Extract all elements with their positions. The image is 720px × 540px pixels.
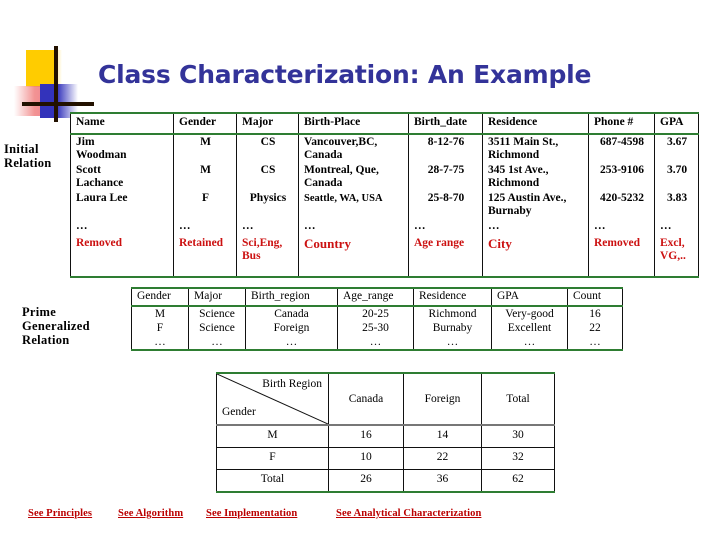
cell-residence: Richmond — [414, 306, 492, 321]
cell-gpa: 3.67 — [655, 134, 699, 163]
initial-relation-caption-line1: Initial — [4, 142, 39, 156]
cell-major: CS — [237, 134, 299, 163]
logo-vertical-bar — [54, 46, 58, 122]
cell-major: … — [237, 219, 299, 234]
cell-gender: M — [174, 134, 237, 163]
cell-major: Science — [189, 306, 246, 321]
column-header-birth-date: Birth_date — [409, 113, 483, 134]
page-title: Class Characterization: An Example — [98, 60, 592, 89]
column-header-count: Count — [568, 288, 623, 306]
cell-major: Physics — [237, 191, 299, 219]
column-header-residence: Residence — [414, 288, 492, 306]
cell-birth-place-line1: Montreal, Que, — [304, 164, 379, 176]
crosstab-cell-total-canada: 26 — [329, 470, 404, 493]
cell-residence — [483, 163, 589, 191]
column-header-major: Major — [189, 288, 246, 306]
crosstab-column-header-total: Total — [482, 373, 555, 425]
table-header-row — [71, 113, 699, 134]
annotation-gpa-line2: VG,.. — [660, 250, 686, 262]
link-see-implementation[interactable]: See Implementation — [206, 508, 298, 519]
crosstab-corner-cell — [217, 373, 329, 425]
cell-birth-place — [299, 134, 409, 163]
cell-name-line2: Woodman — [76, 149, 127, 161]
column-header-gpa: GPA — [655, 113, 699, 134]
cell-major: CS — [237, 163, 299, 191]
annotation-gender: Retained — [174, 234, 237, 264]
annotation-major-line1: Sci,Eng, — [242, 237, 283, 249]
column-header-gender: Gender — [132, 288, 189, 306]
crosstab-cell-total-total: 62 — [482, 470, 555, 493]
spacer-cell — [299, 264, 409, 277]
cell-gender: M — [132, 306, 189, 321]
annotation-gpa — [655, 234, 699, 264]
cell-age-range: 20-25 — [338, 306, 414, 321]
cell-birth-region: Foreign — [246, 321, 338, 335]
cell-residence-line2: Burnaby — [488, 205, 532, 217]
cell-birth-date: 8-12-76 — [409, 134, 483, 163]
table-row — [132, 306, 623, 321]
annotation-birth-place: Country — [299, 234, 409, 264]
cell-gender: … — [132, 335, 189, 350]
crosstab-cell-f-total: 32 — [482, 448, 555, 470]
crosstab-column-header-foreign: Foreign — [404, 373, 482, 425]
crosstab-table — [216, 372, 555, 493]
annotation-major — [237, 234, 299, 264]
cell-name — [71, 134, 174, 163]
table-row-ellipsis — [71, 219, 699, 234]
crosstab-column-axis-label: Birth Region — [262, 378, 322, 390]
link-see-principles[interactable]: See Principles — [28, 508, 93, 519]
cell-gender: F — [174, 191, 237, 219]
cell-phone: … — [589, 219, 655, 234]
cell-birth-date: 25-8-70 — [409, 191, 483, 219]
annotation-name: Removed — [71, 234, 174, 264]
cell-name-line2: Lachance — [76, 177, 124, 189]
crosstab-cell-m-foreign: 14 — [404, 425, 482, 448]
cell-name: Laura Lee — [71, 191, 174, 219]
initial-relation-table — [70, 112, 699, 278]
table-row — [132, 321, 623, 335]
crosstab-cell-f-canada: 10 — [329, 448, 404, 470]
cell-gpa: … — [492, 335, 568, 350]
cell-residence-line2: Richmond — [488, 149, 540, 161]
cell-birth-place-line2: Canada — [304, 149, 343, 161]
column-header-gender: Gender — [174, 113, 237, 134]
column-header-birth-region: Birth_region — [246, 288, 338, 306]
annotation-major-line2: Bus — [242, 250, 261, 262]
spacer-cell — [483, 264, 589, 277]
cell-name-line1: Scott — [76, 164, 101, 176]
annotation-residence: City — [483, 234, 589, 264]
crosstab-cell-m-canada: 16 — [329, 425, 404, 448]
spacer-cell — [409, 264, 483, 277]
crosstab-cell-m-total: 30 — [482, 425, 555, 448]
initial-relation-caption — [4, 142, 68, 170]
table-row-annotation — [71, 234, 699, 264]
cell-gpa: Excellent — [492, 321, 568, 335]
table-row — [71, 191, 699, 219]
cell-birth-place — [299, 163, 409, 191]
prime-generalized-relation-caption — [22, 305, 102, 347]
cell-phone: 253-9106 — [589, 163, 655, 191]
cell-birth-date: 28-7-75 — [409, 163, 483, 191]
table-row — [71, 134, 699, 163]
cell-gender: M — [174, 163, 237, 191]
column-header-phone: Phone # — [589, 113, 655, 134]
column-header-residence: Residence — [483, 113, 589, 134]
cell-age-range: 25-30 — [338, 321, 414, 335]
crosstab-row-axis-label: Gender — [222, 406, 256, 418]
cell-gender: … — [174, 219, 237, 234]
cell-count: 22 — [568, 321, 623, 335]
annotation-birth-date: Age range — [409, 234, 483, 264]
spacer-cell — [174, 264, 237, 277]
cell-residence-line2: Richmond — [488, 177, 540, 189]
crosstab-cell-f-foreign: 22 — [404, 448, 482, 470]
cell-birth-place-line1: Vancouver,BC, — [304, 136, 378, 148]
logo-horizontal-bar — [22, 102, 94, 106]
cell-birth-date: … — [409, 219, 483, 234]
cell-residence: Burnaby — [414, 321, 492, 335]
cell-residence-line1: 3511 Main St., — [488, 136, 559, 148]
crosstab-cell-total-foreign: 36 — [404, 470, 482, 493]
cell-gender: F — [132, 321, 189, 335]
column-header-birth-place: Birth-Place — [299, 113, 409, 134]
cell-residence-line1: 125 Austin Ave., — [488, 192, 567, 204]
cell-residence-line1: 345 1st Ave., — [488, 164, 549, 176]
crosstab-row-header-m: M — [217, 425, 329, 448]
cell-major: … — [189, 335, 246, 350]
cell-birth-place: Seattle, WA, USA — [299, 191, 409, 219]
cell-residence: … — [414, 335, 492, 350]
crosstab-column-header-canada: Canada — [329, 373, 404, 425]
annotation-gpa-line1: Excl, — [660, 237, 685, 249]
cell-gpa: 3.70 — [655, 163, 699, 191]
spacer-cell — [655, 264, 699, 277]
prime-caption-line1: Prime — [22, 305, 57, 319]
crosstab-row-header-f: F — [217, 448, 329, 470]
cell-name — [71, 163, 174, 191]
prime-caption-line3: Relation — [22, 333, 70, 347]
spacer-cell — [71, 264, 174, 277]
cell-residence — [483, 191, 589, 219]
column-header-major: Major — [237, 113, 299, 134]
cell-birth-place: … — [299, 219, 409, 234]
crosstab-row-male — [217, 425, 555, 448]
annotation-phone: Removed — [589, 234, 655, 264]
cell-gpa: Very-good — [492, 306, 568, 321]
cell-major: Science — [189, 321, 246, 335]
logo-yellow-square — [26, 50, 54, 87]
prime-caption-line2: Generalized — [22, 319, 90, 333]
crosstab-header-row — [217, 373, 555, 425]
cell-residence — [483, 134, 589, 163]
link-see-algorithm[interactable]: See Algorithm — [118, 508, 184, 519]
cell-gpa: 3.83 — [655, 191, 699, 219]
cell-count: 16 — [568, 306, 623, 321]
cell-birth-region: Canada — [246, 306, 338, 321]
cell-count: … — [568, 335, 623, 350]
cell-age-range: … — [338, 335, 414, 350]
footer-links — [0, 508, 720, 526]
table-row — [71, 163, 699, 191]
column-header-name: Name — [71, 113, 174, 134]
prime-generalized-relation-table — [131, 287, 623, 351]
cell-phone: 420-5232 — [589, 191, 655, 219]
cell-name: … — [71, 219, 174, 234]
crosstab-row-total — [217, 470, 555, 493]
crosstab-row-header-total: Total — [217, 470, 329, 493]
column-header-gpa: GPA — [492, 288, 568, 306]
cell-residence: … — [483, 219, 589, 234]
crosstab-row-female — [217, 448, 555, 470]
cell-birth-region: … — [246, 335, 338, 350]
cell-phone: 687-4598 — [589, 134, 655, 163]
cell-birth-place-line2: Canada — [304, 177, 343, 189]
table-spacer-row — [71, 264, 699, 277]
initial-relation-caption-line2: Relation — [4, 156, 52, 170]
column-header-age-range: Age_range — [338, 288, 414, 306]
cell-gpa: … — [655, 219, 699, 234]
table-header-row — [132, 288, 623, 306]
cell-name-line1: Jim — [76, 136, 95, 148]
spacer-cell — [589, 264, 655, 277]
table-row-ellipsis — [132, 335, 623, 350]
link-see-analytical-characterization[interactable]: See Analytical Characterization — [336, 508, 482, 519]
spacer-cell — [237, 264, 299, 277]
